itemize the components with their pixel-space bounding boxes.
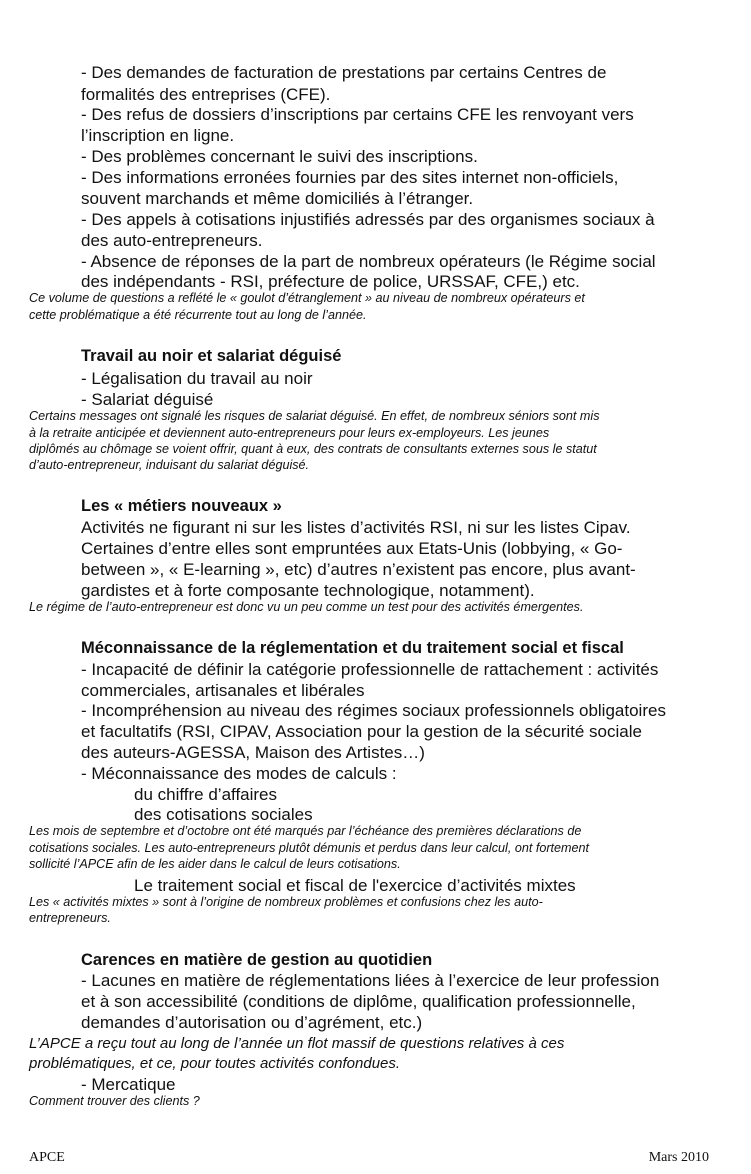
note: Les mois de septembre et d’octobre ont été marqués par l’échéance des premières déclarations de bbox=[29, 824, 582, 838]
list-item: demandes d’autorisation ou d’agrément, etc.) bbox=[81, 1013, 423, 1032]
list-item: souvent marchands et même domiciliés à l’étranger. bbox=[81, 189, 474, 208]
sub-heading: Le traitement social et fiscal de l'exercice d’activités mixtes bbox=[134, 876, 576, 895]
list-item: des auto-entrepreneurs. bbox=[81, 231, 263, 250]
list-item: - Méconnaissance des modes de calculs : bbox=[81, 764, 397, 783]
paragraph-line: gardistes et à forte composante technologique, notamment). bbox=[81, 581, 535, 600]
list-item: formalités des entreprises (CFE). bbox=[81, 85, 331, 104]
note: entrepreneurs. bbox=[29, 911, 111, 925]
list-item: - Lacunes en matière de réglementations liées à l’exercice de leur profession bbox=[81, 971, 660, 990]
note: d’auto-entrepreneur, induisant du salariat déguisé. bbox=[29, 458, 310, 472]
list-item: - Légalisation du travail au noir bbox=[81, 369, 313, 388]
list-item: des indépendants - RSI, préfecture de police, URSSAF, CFE,) etc. bbox=[81, 272, 580, 291]
note: problématiques, et ce, pour toutes activités confondues. bbox=[29, 1055, 401, 1072]
section-heading: Travail au noir et salariat déguisé bbox=[81, 347, 342, 365]
note: Le régime de l’auto-entrepreneur est donc vu un peu comme un test pour des activités émergentes. bbox=[29, 600, 584, 614]
note: cette problématique a été récurrente tout au long de l’année. bbox=[29, 308, 367, 322]
note: diplômés au chômage se voient offrir, quant à eux, des contrats de consultants externes sous le statut bbox=[29, 442, 597, 456]
list-item: - Salariat déguisé bbox=[81, 390, 214, 409]
note: Comment trouver des clients ? bbox=[29, 1094, 200, 1108]
sub-item: du chiffre d’affaires bbox=[134, 785, 278, 804]
paragraph-line: Certaines d’entre elles sont empruntées aux Etats-Unis (lobbying, « Go- bbox=[81, 539, 623, 558]
sub-item: des cotisations sociales bbox=[134, 805, 313, 824]
footer-date: Mars 2010 bbox=[648, 1150, 709, 1165]
list-item: et facultatifs (RSI, CIPAV, Association pour la gestion de la sécurité sociale bbox=[81, 722, 642, 741]
list-item: commerciales, artisanales et libérales bbox=[81, 681, 365, 700]
list-item: l’inscription en ligne. bbox=[81, 126, 235, 145]
note: sollicité l’APCE afin de les aider dans le calcul de leurs cotisations. bbox=[29, 857, 401, 871]
list-item: - Des demandes de facturation de prestations par certains Centres de bbox=[81, 63, 607, 82]
section-heading: Carences en matière de gestion au quotidien bbox=[81, 951, 433, 969]
note: Certains messages ont signalé les risques de salariat déguisé. En effet, de nombreux séniors sont mis bbox=[29, 409, 600, 423]
note: à la retraite anticipée et deviennent auto-entrepreneurs pour leurs ex-employeurs. Les jeunes bbox=[29, 426, 550, 440]
note: Ce volume de questions a reflété le « goulot d’étranglement » au niveau de nombreux opérateurs et bbox=[29, 291, 585, 305]
list-item: - Incapacité de définir la catégorie professionnelle de rattachement : activités bbox=[81, 660, 659, 679]
list-item: - Des refus de dossiers d’inscriptions par certains CFE les renvoyant vers bbox=[81, 105, 634, 124]
list-item: des auteurs-AGESSA, Maison des Artistes…) bbox=[81, 743, 425, 762]
list-item: et à son accessibilité (conditions de diplôme, qualification professionnelle, bbox=[81, 992, 636, 1011]
list-item: - Absence de réponses de la part de nombreux opérateurs (le Régime social bbox=[81, 252, 656, 271]
list-item: - Mercatique bbox=[81, 1075, 176, 1094]
note: cotisations sociales. Les auto-entrepreneurs plutôt démunis et perdus dans leur calcul, ont fortement bbox=[29, 841, 590, 855]
list-item: - Des appels à cotisations injustifiés adressés par des organismes sociaux à bbox=[81, 210, 655, 229]
note: Les « activités mixtes » sont à l’origine de nombreux problèmes et confusions chez les auto- bbox=[29, 895, 543, 909]
section-heading: Les « métiers nouveaux » bbox=[81, 497, 282, 515]
note: L’APCE a reçu tout au long de l’année un flot massif de questions relatives à ces bbox=[29, 1035, 565, 1052]
list-item: - Des informations erronées fournies par des sites internet non-officiels, bbox=[81, 168, 619, 187]
section-heading: Méconnaissance de la réglementation et du traitement social et fiscal bbox=[81, 639, 624, 657]
list-item: - Des problèmes concernant le suivi des inscriptions. bbox=[81, 147, 478, 166]
list-item: - Incompréhension au niveau des régimes sociaux professionnels obligatoires bbox=[81, 701, 666, 720]
paragraph-line: Activités ne figurant ni sur les listes d’activités RSI, ni sur les listes Cipav. bbox=[81, 518, 631, 537]
paragraph-line: between », « E-learning », etc) d’autres n’existent pas encore, plus avant- bbox=[81, 560, 636, 579]
footer-org: APCE bbox=[29, 1150, 65, 1165]
